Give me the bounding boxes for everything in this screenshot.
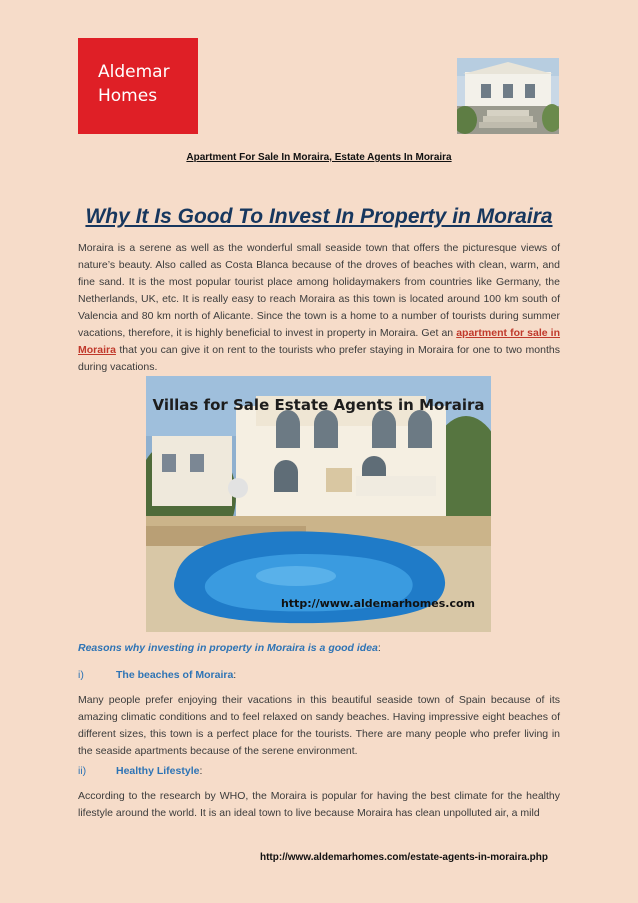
brand-logo <box>78 38 198 134</box>
intro-paragraph <box>78 240 560 376</box>
list-item <box>78 669 236 681</box>
photo-caption: Villas for Sale Estate Agents in Moraira <box>152 396 485 414</box>
page-title: Why It Is Good To Invest In Property in Moraira <box>85 205 553 228</box>
beaches-paragraph: Many people prefer enjoying their vacations in this beautiful seaside town of Spain because of its amazing climatic conditions and to feel relaxed on sandy beaches. Having impressive eight beaches of different sizes, this town is a perfect place for the tourists. There are many people who prefer living in the seaside apartments because of the serene environment. <box>78 694 560 757</box>
list-item-label: The beaches of Moraira <box>116 669 234 681</box>
footer-url[interactable]: http://www.aldemarhomes.com/estate-agents-in-moraira.php <box>259 852 548 863</box>
list-item <box>78 765 202 777</box>
list-item-number: ii) <box>78 765 87 777</box>
list-item-colon: : <box>233 669 237 681</box>
apartment-for-sale-link[interactable]: apartment for sale in Moraira <box>78 327 561 356</box>
logo-line-2: Homes <box>98 86 158 106</box>
villa-pool-photo <box>146 376 491 632</box>
villa-thumbnail-image <box>457 58 559 134</box>
reasons-heading-colon: : <box>377 642 381 654</box>
reasons-heading <box>78 642 381 654</box>
list-item-label: Healthy Lifestyle <box>116 765 200 777</box>
logo-line-1: Aldemar <box>98 62 170 82</box>
document-subtitle: Apartment For Sale In Moraira, Estate Agents In Moraira <box>186 152 452 163</box>
reasons-heading-text: Reasons why investing in property in Moraira is a good idea <box>78 642 378 654</box>
photo-watermark-url: http://www.aldemarhomes.com <box>280 597 475 610</box>
intro-text-after-link: that you can give it on rent to the tourists who prefer staying in Moraira for one to two months during vacations. <box>78 344 560 373</box>
list-item-number: i) <box>78 669 84 681</box>
lifestyle-paragraph: According to the research by WHO, the Moraira is popular for having the best climate for the healthy lifestyle around the world. It is an ideal town to live because Moraira has clean unpolluted air, a mild <box>78 790 560 819</box>
intro-text-before-link: Moraira is a serene as well as the wonderful small seaside town that offers the picturesque views of nature’s beauty. Also called as Costa Blanca because of the droves of beaches with clean, warm, and fine sand. It is the most popular tourist place among holidaymakers from countries like Germany, the Netherlands, UK, etc. It is really easy to reach Moraira as this town is located around 100 km south of Valencia and 80 km north of Alicante. Since the town is a home to a number of tourists during summer vacations, therefore, it is highly beneficial to invest in property in Moraira. Get an <box>78 242 560 339</box>
list-item-colon: : <box>199 765 203 777</box>
